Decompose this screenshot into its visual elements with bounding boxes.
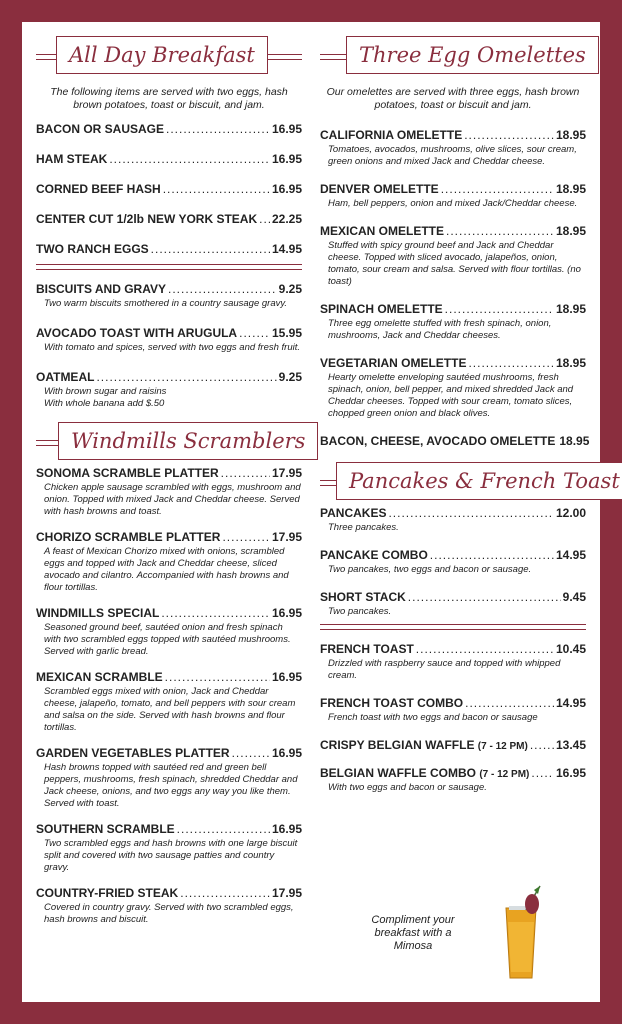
menu-page xyxy=(22,22,620,1002)
menu-item: BACON, CHEESE, AVOCADO OMELETTE 18.95 xyxy=(320,434,590,448)
menu-item: SOUTHERN SCRAMBLE ..... 16.95 Two scrambled eggs and hash browns with one large biscuit split and covered with two sausage patties and country gravy. xyxy=(36,822,302,874)
menu-item: CRISPY BELGIAN WAFFLE (7 - 12 PM) ..... 13.45 xyxy=(320,738,586,752)
left-column xyxy=(36,22,306,938)
menu-item: CENTER CUT 1/2lb NEW YORK STEAK ..... 22.25 xyxy=(36,212,302,226)
menu-item: BELGIAN WAFFLE COMBO (7 - 12 PM) ..... 16.95 With two eggs and bacon or sausage. xyxy=(320,766,586,794)
omelettes-banner xyxy=(320,36,586,80)
breakfast-title: All Day Breakfast xyxy=(69,43,255,67)
menu-item: SONOMA SCRAMBLE PLATTER ..... 17.95 Chicken apple sausage scrambled with eggs, mushroom and onion. Topped with mixed Jack and Cheddar cheese. Served with hash browns and toast. xyxy=(36,466,302,518)
divider xyxy=(36,264,302,270)
omelettes-intro: Our omelettes are served with three eggs, hash brown potatoes, toast or biscuit and jam. xyxy=(326,86,580,111)
menu-item: CHORIZO SCRAMBLE PLATTER ..... 17.95 A feast of Mexican Chorizo mixed with onions, scrambled eggs and topped with Jack and Cheddar cheese, sliced avocado and cilantro. Accompanied with hash browns and flour tortillas. xyxy=(36,530,302,594)
menu-item: FRENCH TOAST COMBO ..... 14.95 French toast with two eggs and bacon or sausage xyxy=(320,696,586,724)
menu-item: TWO RANCH EGGS ..... 14.95 xyxy=(36,242,302,256)
mimosa-tagline: Compliment your breakfast with a Mimosa xyxy=(371,914,455,952)
menu-item: SHORT STACK ..... 9.45 Two pancakes. xyxy=(320,590,586,618)
menu-item: CALIFORNIA OMELETTE ..... 18.95 Tomatoes, avocados, mushrooms, olive slices, sour cream, green onions and mixed Jack and Cheddar cheese. xyxy=(320,128,586,168)
menu-item: SPINACH OMELETTE ..... 18.95 Three egg omelette stuffed with fresh spinach, onion, mushrooms, Jack and Cheddar cheeses. xyxy=(320,302,586,342)
menu-item: BISCUITS AND GRAVY ..... 9.25 Two warm biscuits smothered in a country sausage gravy. xyxy=(36,282,302,310)
menu-item: PANCAKES ..... 12.00 Three pancakes. xyxy=(320,506,586,534)
breakfast-intro: The following items are served with two eggs, hash brown potatoes, toast or biscuit, and jam. xyxy=(50,86,288,111)
pancakes-title: Pancakes & French Toast xyxy=(349,469,620,493)
pancakes-banner xyxy=(320,462,620,506)
menu-item: PANCAKE COMBO ..... 14.95 Two pancakes, two eggs and bacon or sausage. xyxy=(320,548,586,576)
menu-item: FRENCH TOAST ..... 10.45 Drizzled with raspberry sauce and topped with whipped cream. xyxy=(320,642,586,682)
menu-item: OATMEAL ..... 9.25 With brown sugar and raisins With whole banana add $.50 xyxy=(36,370,302,410)
menu-item: COUNTRY-FRIED STEAK ..... 17.95 Covered in country gravy. Served with two scrambled eggs, hash browns and biscuit. xyxy=(36,886,302,926)
menu-item: MEXICAN SCRAMBLE ..... 16.95 Scrambled eggs mixed with onion, Jack and Cheddar cheese, jalapeño, tomato, and bell peppers with sour cream and salsa on the side. Served with hash browns and flour tortillas. xyxy=(36,670,302,734)
menu-item: BACON OR SAUSAGE ..... 16.95 xyxy=(36,122,302,136)
scramblers-banner xyxy=(36,422,306,466)
mimosa-glass-icon xyxy=(496,882,552,982)
menu-item: HAM STEAK ..... 16.95 xyxy=(36,152,302,166)
menu-item: GARDEN VEGETABLES PLATTER ..... 16.95 Hash browns topped with sautéed red and green bell peppers, mushrooms, fresh spinach, shredded Cheddar and Jack cheese, onions, and two eggs any way you like them. Served with toast. xyxy=(36,746,302,810)
divider xyxy=(320,624,586,630)
scramblers-title: Windmills Scramblers xyxy=(71,429,306,453)
menu-item: AVOCADO TOAST WITH ARUGULA ..... 15.95 With tomato and spices, served with two eggs and fresh fruit. xyxy=(36,326,302,354)
breakfast-banner xyxy=(36,36,302,80)
omelettes-title: Three Egg Omelettes xyxy=(359,43,586,67)
menu-item: DENVER OMELETTE ..... 18.95 Ham, bell peppers, onion and mixed Jack/Cheddar cheese. xyxy=(320,182,586,210)
menu-item: WINDMILLS SPECIAL ..... 16.95 Seasoned ground beef, sautéed onion and fresh spinach with two scrambled eggs topped with sautéed mushrooms. Served with garlic bread. xyxy=(36,606,302,658)
menu-item: MEXICAN OMELETTE ..... 18.95 Stuffed with spicy ground beef and Jack and Cheddar cheese. Topped with sliced avocado, jalapeños, onion, tomato, sour cream and salsa. Served with flour tortillas. (no toast) xyxy=(320,224,586,288)
menu-item: CORNED BEEF HASH ..... 16.95 xyxy=(36,182,302,196)
menu-item: VEGETARIAN OMELETTE ..... 18.95 Hearty omelette enveloping sautéed mushrooms, fresh spinach, onion, bell pepper, and mixed shredded Jack and Cheddar cheeses. Topped with sour cream, tomato slices, chopped green onion and black olives. xyxy=(320,356,586,420)
right-column xyxy=(320,22,620,952)
